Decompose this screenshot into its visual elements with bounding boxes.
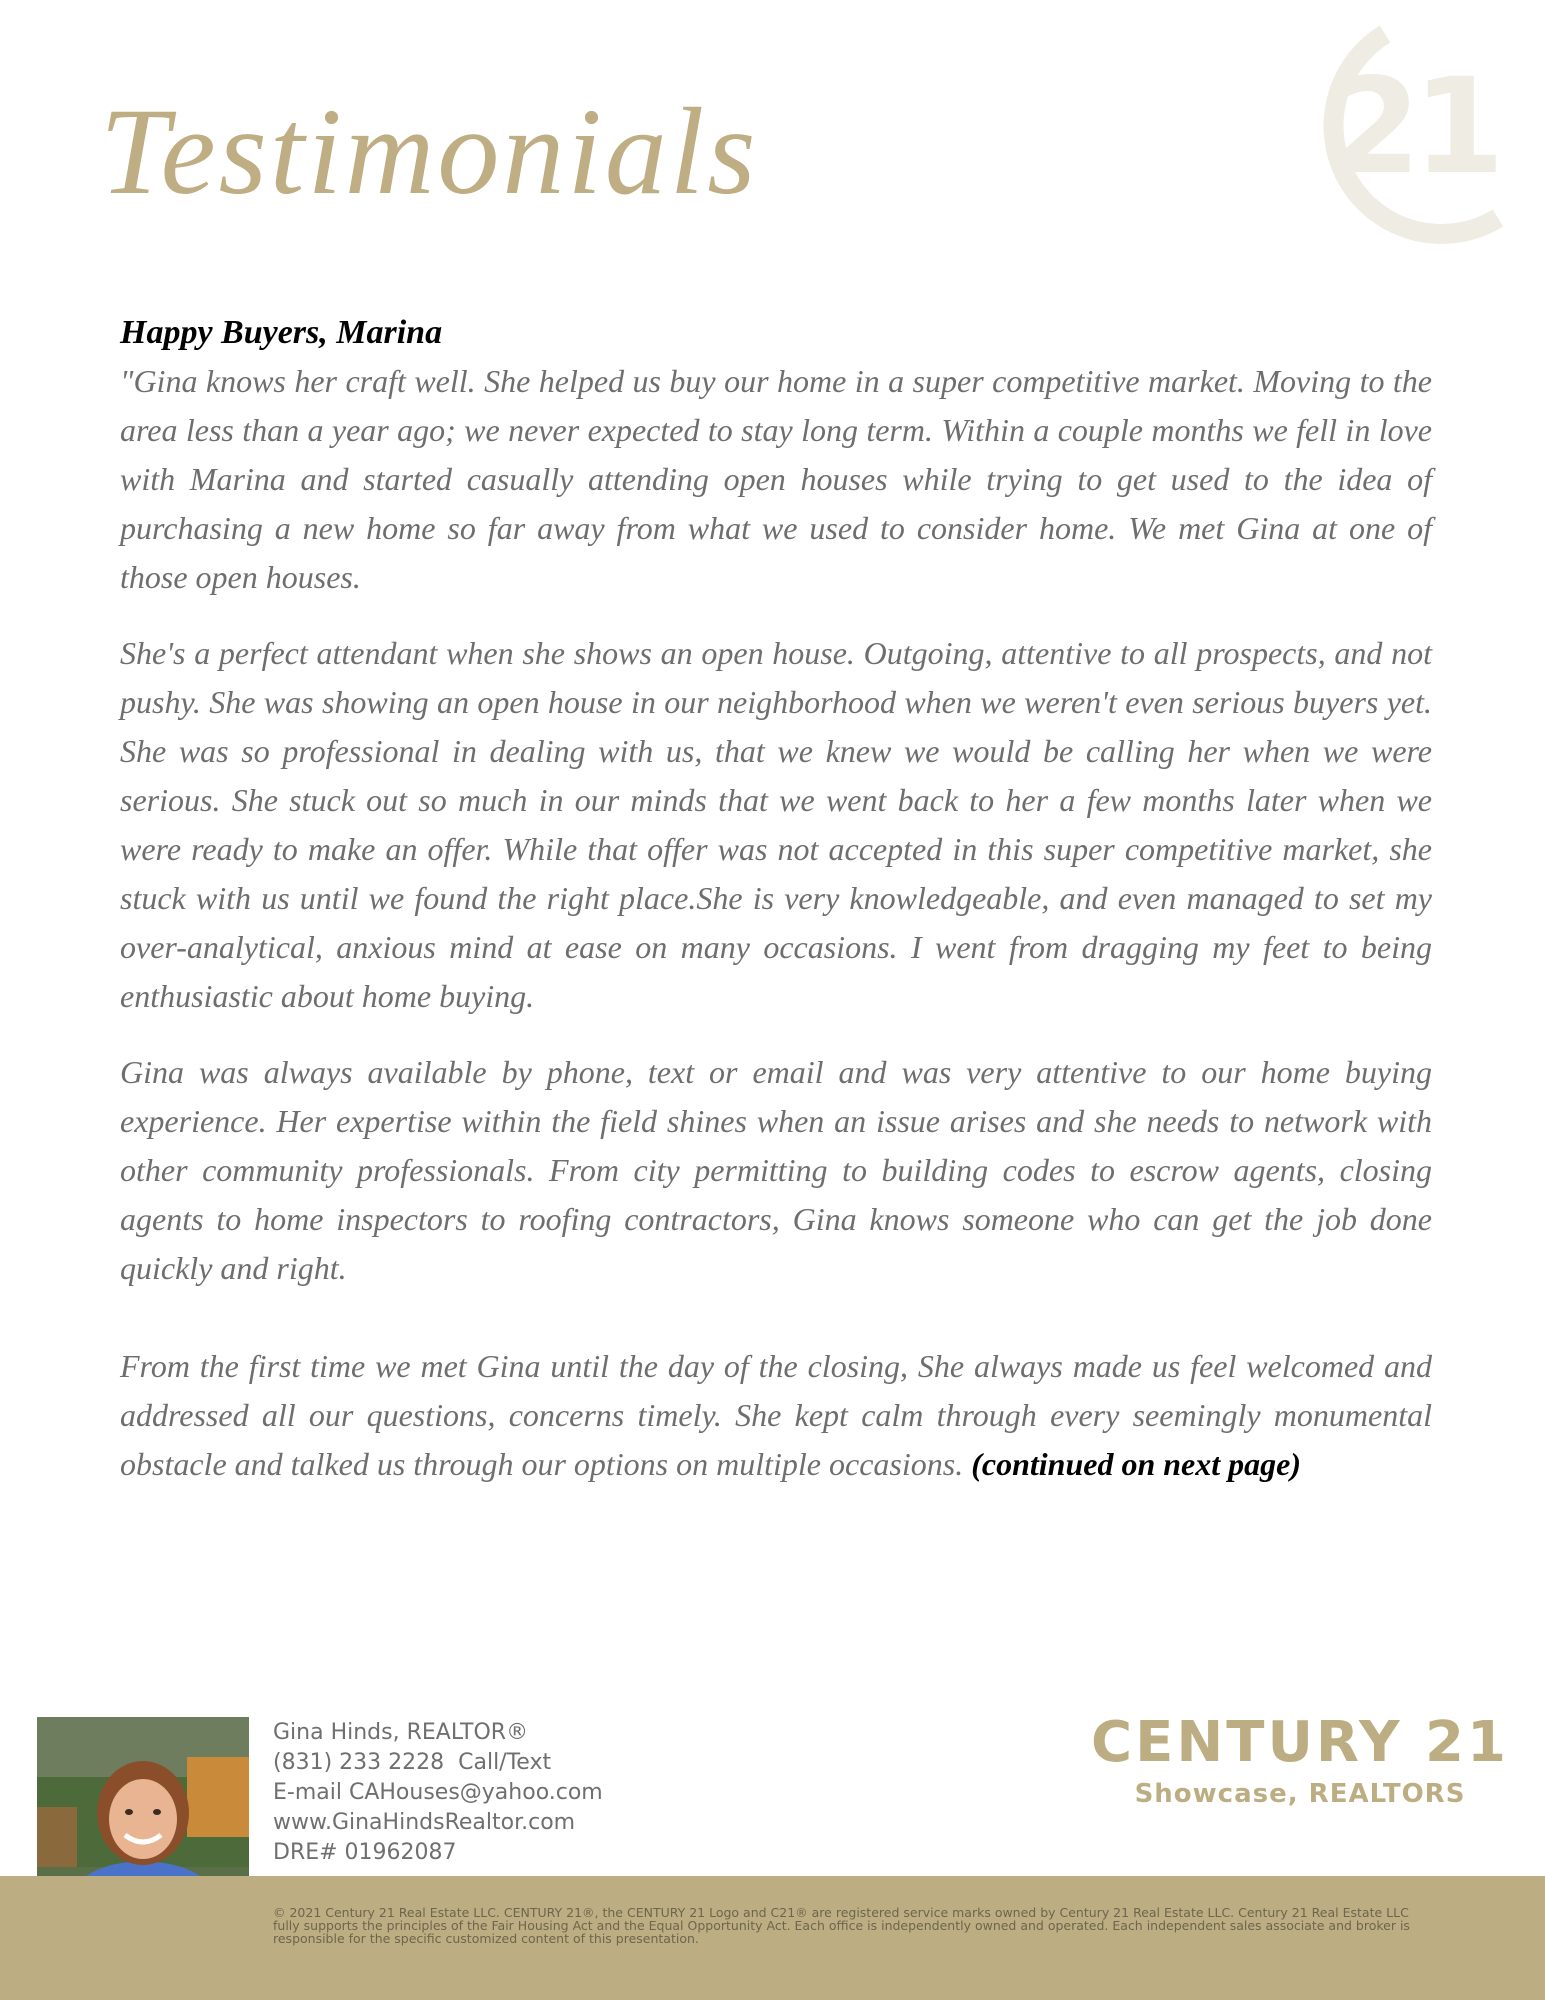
testimonial-heading: Happy Buyers, Marina [120, 314, 443, 351]
testimonial-paragraph-4-text: From the first time we met Gina until the day of the closing, She always made us feel welcomed and addressed all our questions, concerns timely. She kept calm through every seemingly monumental obstacle and talked us through our options on multiple occasions. [120, 1348, 1432, 1482]
testimonial-paragraph-4 [120, 1342, 1432, 1489]
c21-seal-number: 21 [1329, 50, 1497, 204]
continued-note: (continued on next page) [971, 1446, 1301, 1482]
testimonial-paragraph-1: "Gina knows her craft well. She helped us buy our home in a super competitive market. Moving to the area less than a year ago; we never expected to stay long term. Within a couple months we fell in love with Marina and started casually attending open houses while trying to get used to the idea of purchasing a new home so far away from what we used to consider home. We met Gina at one of those open houses. [120, 363, 1432, 595]
brand-office: Showcase, REALTORS [1134, 1779, 1466, 1809]
c21-seal-icon [1280, 26, 1510, 256]
testimonial-paragraph-3: Gina was always available by phone, text or email and was very attentive to our home buying experience. Her expertise within the field shines when an issue arises and she needs to network with other community professionals. From city permitting to building codes to escrow agents, closing agents to home inspectors to roofing contractors, Gina knows someone who can get the job done quickly and right. [120, 1054, 1432, 1286]
agent-phone: (831) 233 2228 Call/Text [273, 1750, 552, 1775]
agent-license: DRE# 01962087 [273, 1840, 457, 1865]
testimonial-section [120, 308, 1432, 1489]
brand-name: CENTURY 21 [1091, 1710, 1509, 1775]
agent-email: E-mail CAHouses@yahoo.com [273, 1780, 603, 1805]
century21-logo [1080, 1710, 1520, 1812]
agent-website: www.GinaHindsRealtor.com [273, 1810, 576, 1835]
page-title: Testimonials [100, 83, 759, 220]
testimonial-paragraph-2: She's a perfect attendant when she shows an open house. Outgoing, attentive to all prospects, and not pushy. She was showing an open house in our neighborhood when we weren't even serious buyers yet. She was so professional in dealing with us, that we knew we would be calling her when we were serious. She stuck out so much in our minds that we went back to her a few months later when we were ready to make an offer. While that offer was not accepted in this super competitive market, she stuck with us until we found the right place.She is very knowledgeable, and even managed to set my over-analytical, anxious mind at ease on many occasions. I went from dragging my feet to being enthusiastic about home buying. [120, 635, 1432, 1014]
agent-name: Gina Hinds, REALTOR® [273, 1720, 529, 1745]
agent-contact [273, 1718, 603, 1868]
legal-disclaimer: © 2021 Century 21 Real Estate LLC. CENTURY 21®, the CENTURY 21 Logo and C21® are registered service marks owned by Century 21 Real Estate LLC. Century 21 Real Estate LLC fully supports the principles of the Fair Housing Act and the Equal Opportunity Act. Each office is independently owned and operated. Each independent sales associate and broker is responsible for the specific customized content of this presentation. [273, 1905, 1410, 1946]
